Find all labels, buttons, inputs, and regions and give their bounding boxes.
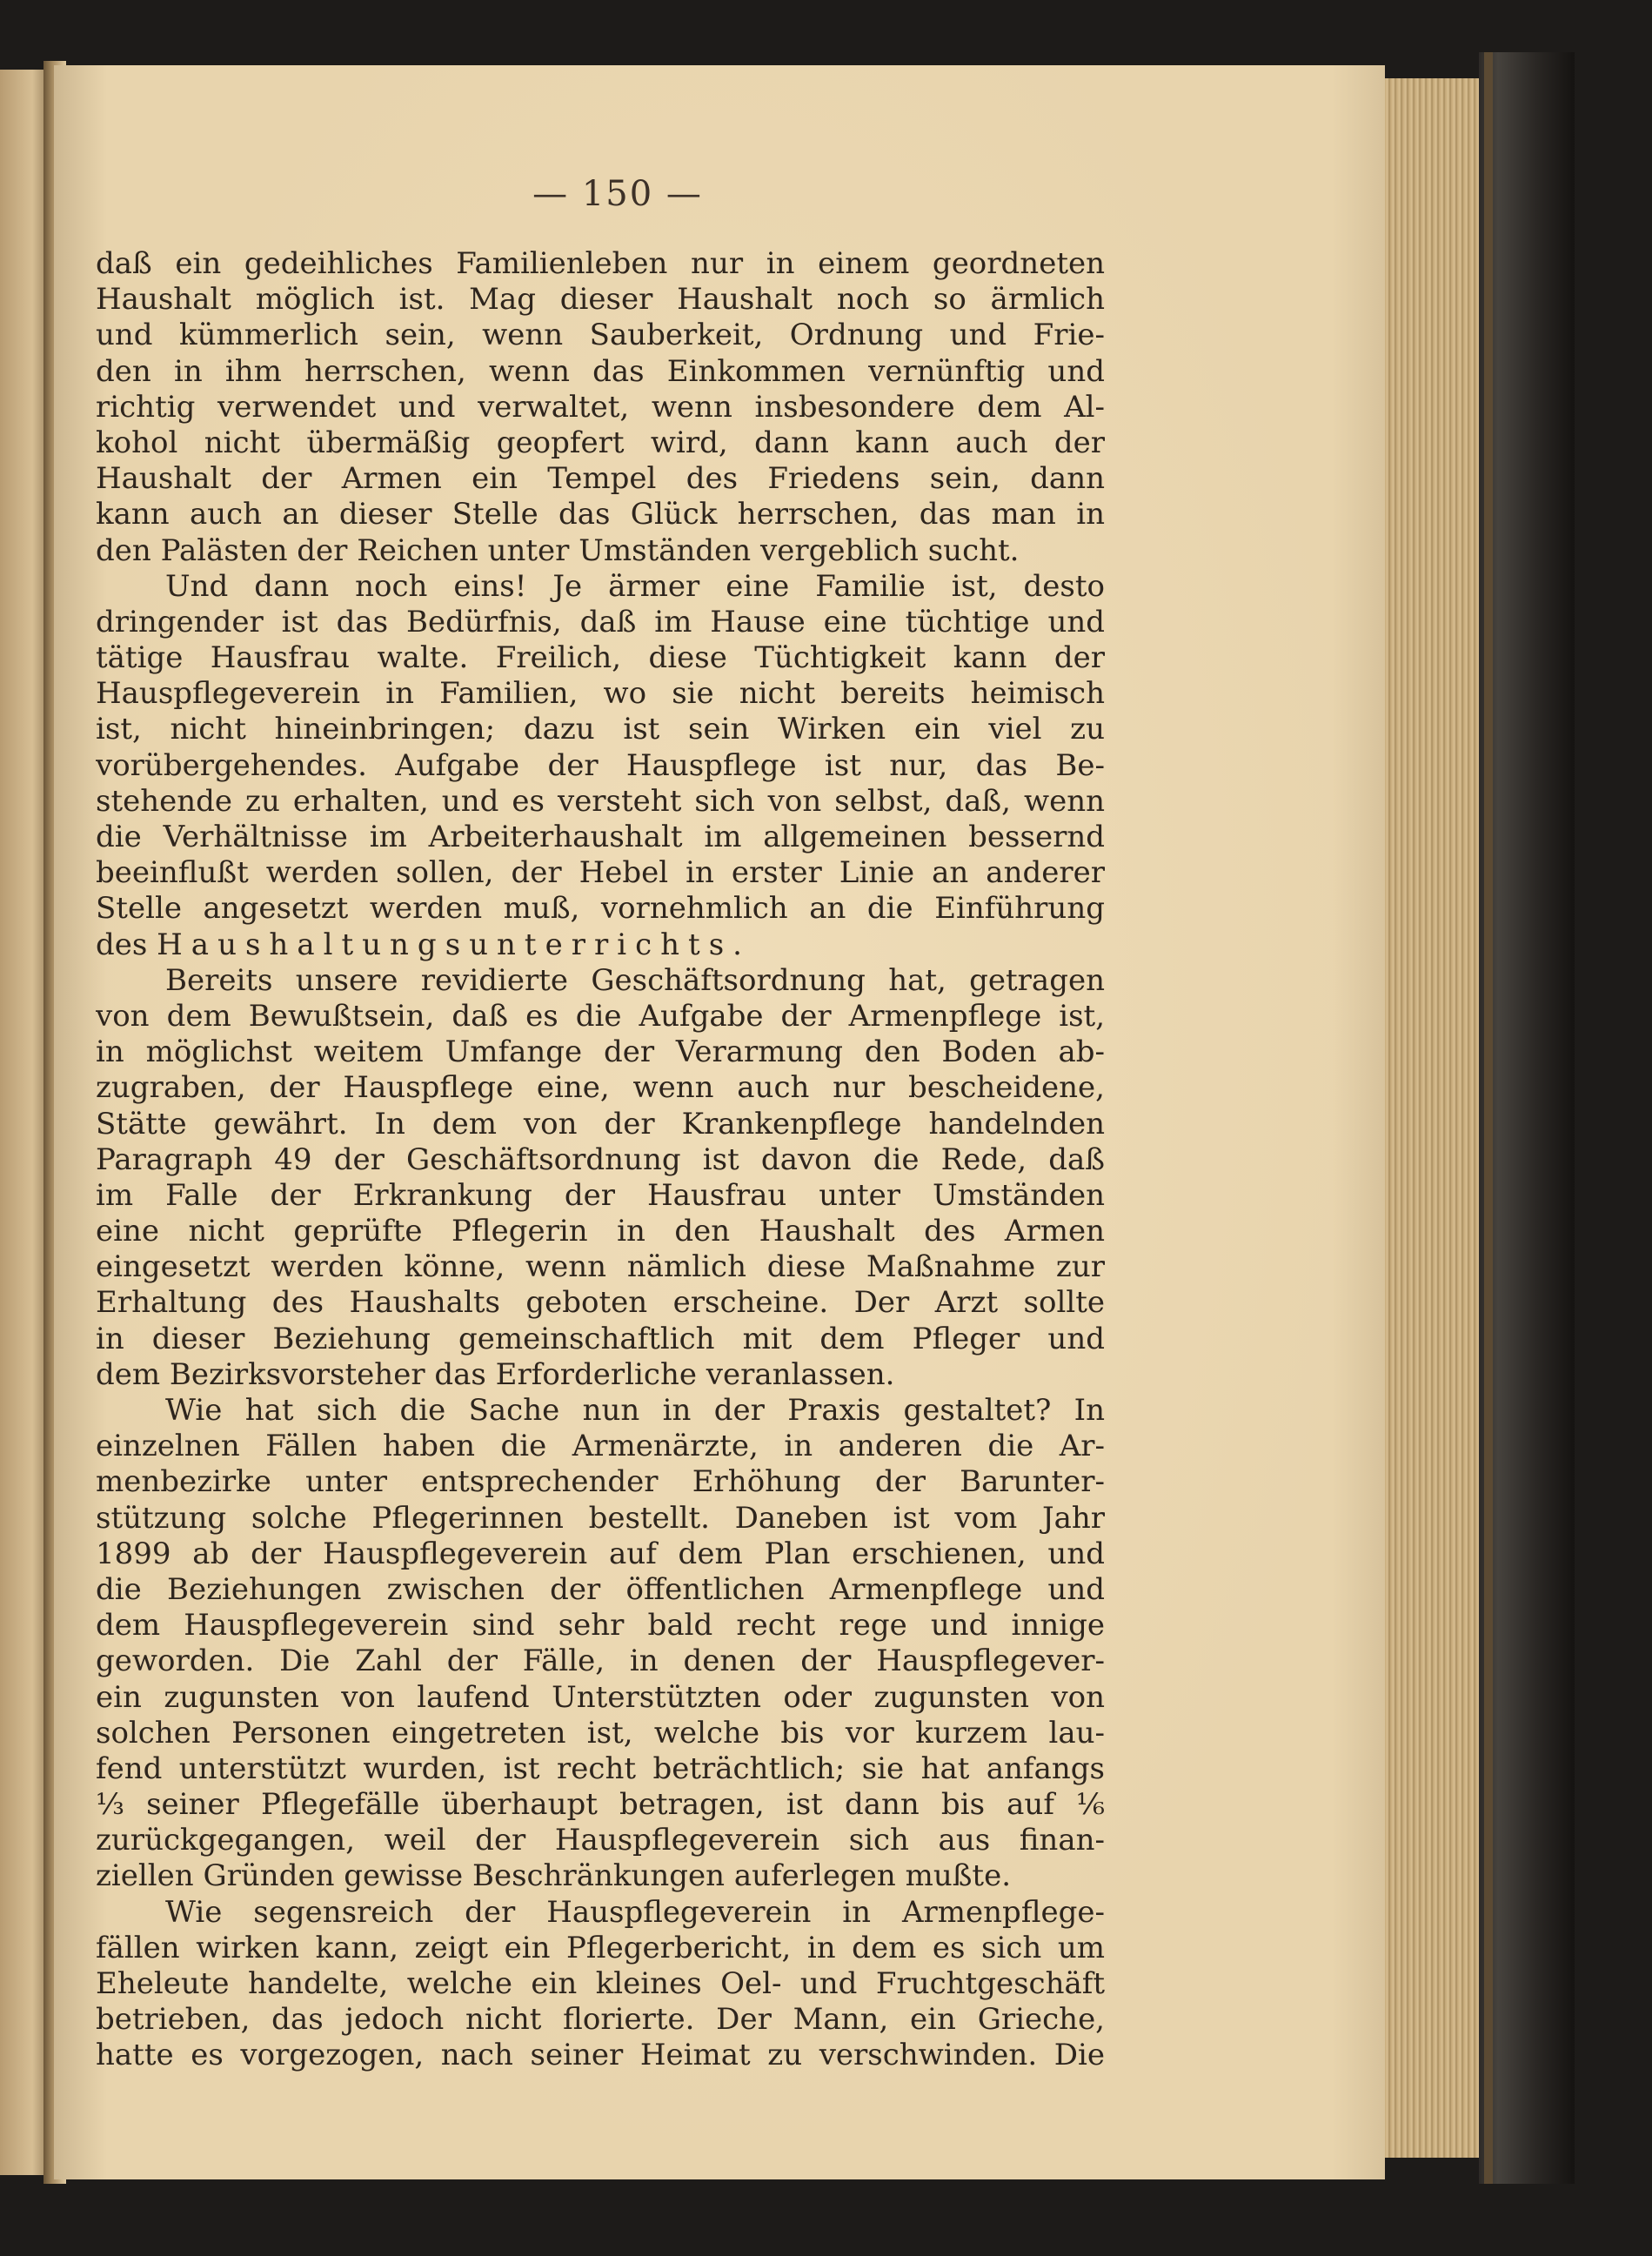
text-line: solchen Personen eingetreten ist, welche bis vor kurzem lau-: [96, 1715, 1105, 1751]
text-line: Stätte gewährt. In dem von der Krankenpflege handelnden: [96, 1106, 1105, 1141]
text-line: die Beziehungen zwischen der öffentlichen Armenpflege und: [96, 1571, 1105, 1607]
text-line: Hauspflegeverein in Familien, wo sie nicht bereits heimisch: [96, 676, 1105, 712]
text-line: vorübergehendes. Aufgabe der Hauspflege ist nur, das Be-: [96, 747, 1105, 783]
text-line: ist, nicht hineinbringen; dazu ist sein Wirken ein viel zu: [96, 712, 1105, 747]
text-line: Eheleute handelte, welche ein kleines Oel- und Fruchtgeschäft: [96, 1966, 1105, 2001]
text-line: kann auch an dieser Stelle das Glück herrschen, das man in: [96, 497, 1105, 532]
text-line: fend unterstützt wurden, ist recht beträchtlich; sie hat anfangs: [96, 1751, 1105, 1786]
text-line: die Verhältnisse im Arbeiterhaushalt im allgemeinen bessernd: [96, 820, 1105, 854]
page-number: — 150 —: [532, 174, 703, 214]
text-line: Stelle angesetzt werden muß, vornehmlich an die Einführung: [96, 891, 1105, 927]
text-line: ⅓ seiner Pflegefälle überhaupt betragen, ist dann bis auf ⅙: [96, 1787, 1105, 1823]
text-line: richtig verwendet und verwaltet, wenn insbesondere dem Al-: [96, 389, 1105, 425]
text-line: dem Hauspflegeverein sind sehr bald recht rege und innige: [96, 1608, 1105, 1643]
text-line: daß ein gedeihliches Familienleben nur in einem geordneten: [96, 246, 1105, 281]
text-line: stützung solche Pflegerinnen bestellt. Daneben ist vom Jahr: [96, 1500, 1105, 1536]
text-line: den in ihm herrschen, wenn das Einkommen vernünftig und: [96, 353, 1105, 389]
text-line: und kümmerlich sein, wenn Sauberkeit, Ordnung und Frie-: [96, 318, 1105, 353]
text-line: dringender ist das Bedürfnis, daß im Hause eine tüchtige und: [96, 604, 1105, 639]
text-line: zurückgegangen, weil der Hauspflegeverein sich aus finan-: [96, 1823, 1105, 1858]
text-line: fällen wirken kann, zeigt ein Pflegerbericht, in dem es sich um: [96, 1930, 1105, 1965]
text-line: kohol nicht übermäßig geopfert wird, dann kann auch der: [96, 425, 1105, 460]
text-line: ziellen Gründen gewisse Beschränkungen auferlegen mußte.: [96, 1858, 1012, 1894]
text-fragment: .: [732, 927, 742, 962]
text-line: beeinflußt werden sollen, der Hebel in erster Linie an anderer: [96, 855, 1105, 891]
text-line: hatte es vorgezogen, nach seiner Heimat zu verschwinden. Die: [96, 2038, 1105, 2073]
text-line: [96, 927, 1105, 963]
text-line: einzelnen Fällen haben die Armenärzte, in anderen die Ar-: [96, 1429, 1105, 1464]
text-line: Wie segensreich der Hauspflegeverein in Armenpflege-: [165, 1894, 1105, 1930]
text-line: eine nicht geprüfte Pflegerin in den Haushalt des Armen: [96, 1214, 1105, 1249]
text-line: im Falle der Erkrankung der Hausfrau unter Umständen: [96, 1177, 1105, 1213]
text-line: in dieser Beziehung gemeinschaftlich mit dem Pfleger und: [96, 1321, 1105, 1356]
book-cover-edge: [1479, 52, 1575, 2184]
text-line: geworden. Die Zahl der Fälle, in denen der Hauspflegever-: [96, 1643, 1105, 1679]
text-line: menbezirke unter entsprechender Erhöhung der Barunter-: [96, 1464, 1105, 1500]
text-line: den Palästen der Reichen unter Umständen vergeblich sucht.: [96, 532, 1020, 568]
text-line: Wie hat sich die Sache nun in der Praxis gestaltet? In: [165, 1393, 1105, 1428]
text-line: tätige Hausfrau walte. Freilich, diese Tüchtigkeit kann der: [96, 640, 1105, 676]
text-line: Haushalt möglich ist. Mag dieser Haushalt noch so ärmlich: [96, 282, 1105, 318]
text-line: Bereits unsere revidierte Geschäftsordnung hat, getragen: [165, 962, 1105, 998]
text-line: zugraben, der Hauspflege eine, wenn auch nur bescheidene,: [96, 1070, 1105, 1106]
spaced-emphasis: Haushaltungsunterrichts: [157, 927, 733, 962]
text-line: ein zugunsten von laufend Unterstützten oder zugunsten von: [96, 1679, 1105, 1715]
text-line: 1899 ab der Hauspflegeverein auf dem Plan erschienen, und: [96, 1536, 1105, 1571]
text-line: in möglichst weitem Umfange der Verarmung den Boden ab-: [96, 1034, 1105, 1070]
text-line: betrieben, das jedoch nicht florierte. Der Mann, ein Grieche,: [96, 2002, 1105, 2038]
text-fragment: des: [96, 927, 157, 962]
text-line: von dem Bewußtsein, daß es die Aufgabe der Armenpflege ist,: [96, 998, 1105, 1034]
text-line: Haushalt der Armen ein Tempel des Friedens sein, dann: [96, 461, 1105, 497]
text-line: Erhaltung des Haushalts geboten erscheine. Der Arzt sollte: [96, 1285, 1105, 1321]
text-line: Paragraph 49 der Geschäftsordnung ist davon die Rede, daß: [96, 1141, 1105, 1177]
text-line: stehende zu erhalten, und es versteht sich von selbst, daß, wenn: [96, 783, 1105, 819]
text-line: eingesetzt werden könne, wenn nämlich diese Maßnahme zur: [96, 1249, 1105, 1285]
text-line: Und dann noch eins! Je ärmer eine Familie ist, desto: [165, 568, 1105, 604]
page-stack-edge: [1385, 78, 1482, 2158]
body-text: [96, 246, 1105, 2074]
text-line: dem Bezirksvorsteher das Erforderliche veranlassen.: [96, 1356, 895, 1392]
